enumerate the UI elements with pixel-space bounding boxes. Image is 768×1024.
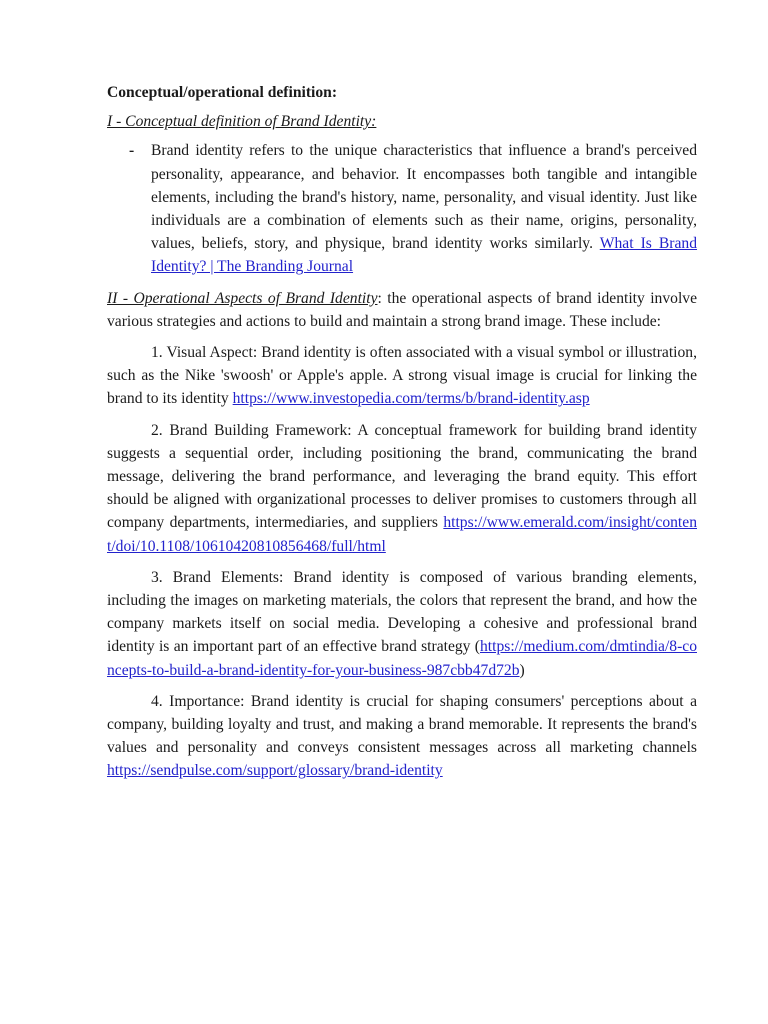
item1-text: 1. Visual Aspect: Brand identity is often associated with a visual symbol or illustration, such as the Nike 'swoosh' or Apple's apple. A strong visual image is crucial for linking the brand to its identity (107, 344, 697, 408)
branding-journal-link[interactable]: What Is Brand Identity? | The Branding Journal (151, 235, 698, 276)
item4-text: 4. Importance: Brand identity is crucial for shaping consumers' perceptions about a company, building loyalty and trust, and making a brand memorable. It represents the brand's values and personality and conveys consistent messages across all marketing channels (107, 692, 697, 757)
section1-bullet (107, 139, 697, 278)
section2-paragraph (107, 287, 697, 333)
item2-text: 2. Brand Building Framework: A conceptual framework for building brand identity suggests a sequential order, including positioning the brand, communicating the brand message, delivering the brand performance, and leveraging the brand equity. This effort should be aligned with organizational processes to deliver promises to customers through all company departments, intermediaries, and suppliers (107, 421, 697, 532)
section2-intro: : the operational aspects of brand identity involve various strategies and actions to build and maintain a strong brand image. These include: (107, 289, 697, 330)
section1-text: Brand identity refers to the unique characteristics that influence a brand's perceived personality, appearance, and behavior. It encompasses both tangible and intangible elements, including the brand's history, name, personality, and visual identity. Just like individuals are a combination of elements such as their name, origins, personality, values, beliefs, story, and physique, brand identity works similarly. (151, 142, 697, 253)
sendpulse-link[interactable]: https://sendpulse.com/support/glossary/brand-identity (107, 762, 443, 780)
item3-text: 3. Brand Elements: Brand identity is composed of various branding elements, including the images on marketing materials, the colors that represent the brand, and how the company markets itself on social media. Developing a cohesive and professional brand identity is an important part of an effective brand strategy ( (107, 568, 697, 656)
document-page (107, 81, 697, 791)
section1-title-text: I - Conceptual definition of Brand Identity: (107, 113, 377, 131)
investopedia-link[interactable]: https://www.investopedia.com/terms/b/brand-identity.asp (232, 390, 590, 408)
list-item-importance (107, 690, 697, 783)
section2-title: II - Operational Aspects of Brand Identity (107, 289, 378, 307)
list-item-brand-building (107, 419, 697, 558)
list-item-visual-aspect (107, 341, 697, 411)
emerald-link[interactable]: https://www.emerald.com/insight/content/doi/10.1108/10610420810856468/full/html (107, 514, 697, 555)
item3-close-paren: ) (519, 661, 525, 679)
list-item-brand-elements (107, 566, 697, 682)
medium-link[interactable]: https://medium.com/dmtindia/8-concepts-to-build-a-brand-identity-for-your-business-987cbb47d72b (107, 638, 697, 679)
document-heading: Conceptual/operational definition: (107, 84, 338, 101)
bullet-dash: - (129, 142, 135, 160)
section1-title (107, 110, 697, 133)
